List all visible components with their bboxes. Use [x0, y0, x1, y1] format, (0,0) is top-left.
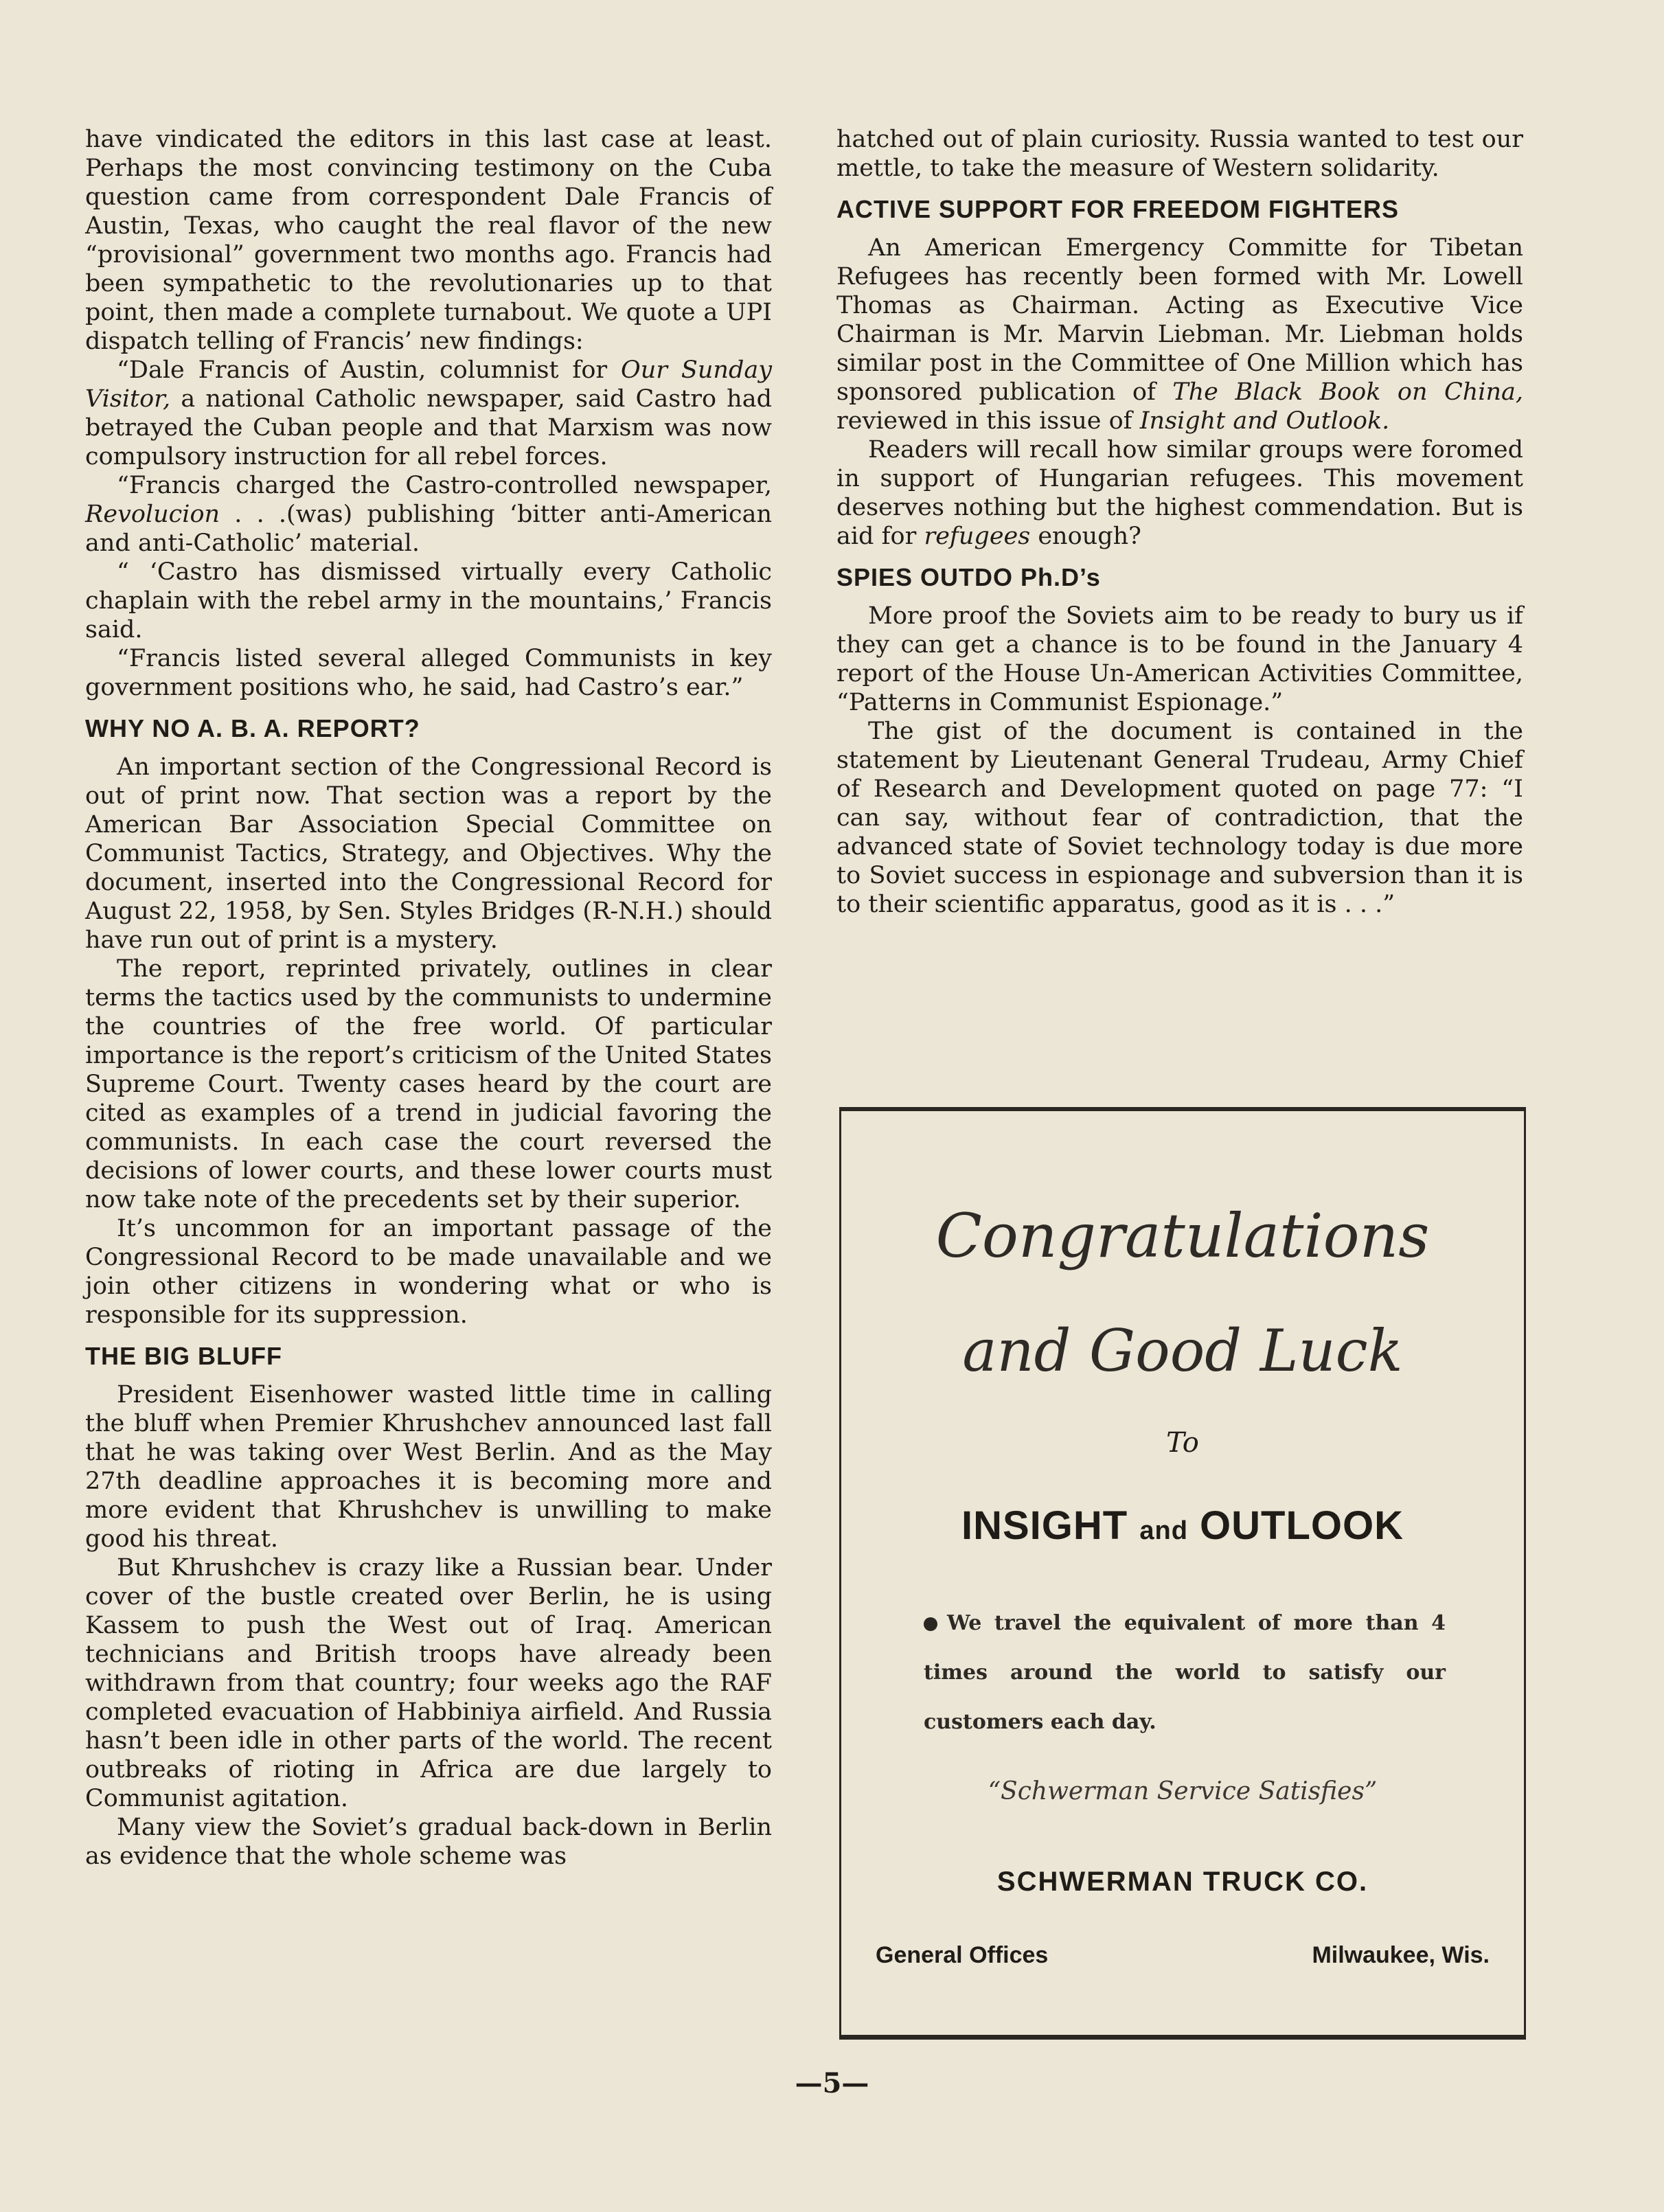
paragraph: hatched out of plain curiosity. Russia wanted to test our mettle, to take the measure of Western solidarity. [836, 126, 1523, 182]
ad-good-luck: and Good Luck [962, 1317, 1403, 1384]
ad-to: To [1166, 1427, 1199, 1459]
paragraph: “Francis listed several alleged Communists in key government positions who, he said, had Castro’s ear.” [85, 645, 772, 701]
section-heading-aba: WHY NO A. B. A. REPORT? [85, 714, 420, 742]
paragraph: Readers will recall how similar groups were foromed in support of Hungarian refugees. This movement deserves nothing but the highest commendation. But is aid for refugees enough? [836, 436, 1523, 550]
page-number: —5— [795, 2067, 869, 2099]
paragraph: The gist of the document is contained in the statement by Lieutenant General Trudeau, Army Chief of Research and Development quoted on page 77: “I can say, without fear of contradiction, that the advanced state of Soviet technology today is due more to Soviet success in espionage and subversion than it is to their scientific apparatus, good as it is . . .” [836, 718, 1523, 918]
left-column [85, 125, 772, 1871]
ad-body-text: We travel the equivalent of more than 4 times around the world to satisfy our customers each day. [924, 1611, 1446, 1734]
paragraph: have vindicated the editors in this last case at least. Perhaps the most convincing testimony on the Cuba question came from correspondent Dale Francis of Austin, Texas, who caught the real flavor of the new “provisional” government two months ago. Francis had been sympathetic to the revolutionaries up to that point, then made a complete turnabout. We quote a UPI dispatch telling of Francis’ new findings: [85, 126, 772, 355]
ad-slogan: “Schwerman Service Satisfies” [988, 1777, 1378, 1805]
ad-congratulations: Congratulations [935, 1200, 1430, 1271]
right-column [836, 125, 1523, 919]
paragraph: An American Emergency Committe for Tibetan Refugees has recently been formed with Mr. Lowell Thomas as Chairman. Acting as Executive Vice Chairman is Mr. Marvin Liebman. Mr. Liebman holds similar post in the Committee of One Million which has sponsored publication of The Black Book on China, reviewed in this issue of Insight and Outlook. [836, 234, 1523, 435]
paragraph: President Eisenhower wasted little time in calling the bluff when Premier Khrushchev announced last fall that he was taking over West Berlin. And as the May 27th deadline approaches it is becoming more and more evident that Khrushchev is unwilling to make good his threat. [85, 1381, 772, 1553]
ad-publication-name: INSIGHT and OUTLOOK [961, 1503, 1404, 1548]
ad-company-name: SCHWERMAN TRUCK CO. [996, 1867, 1369, 1897]
section-heading-active-support: ACTIVE SUPPORT FOR FREEDOM FIGHTERS [836, 195, 1400, 223]
ad-offices: General Offices [876, 1942, 1049, 1968]
section-heading-spies: SPIES OUTDO Ph.D’s [836, 563, 1101, 591]
paragraph: The report, reprinted privately, outlines in clear terms the tactics used by the communists to undermine the countries of the free world. Of particular importance is the report’s criticism of the United States Supreme Court. Twenty cases heard by the court are cited as examples of a trend in judicial favoring the communists. In each case the court reversed the decisions of lower courts, and these lower courts must now take note of the precedents set by their superior. [85, 955, 772, 1213]
advertisement-box [839, 1107, 1526, 2040]
section-heading-big-bluff: THE BIG BLUFF [85, 1342, 282, 1370]
ad-city: Milwaukee, Wis. [1312, 1942, 1490, 1968]
paragraph: “ ‘Castro has dismissed virtually every Catholic chaplain with the rebel army in the mountains,’ Francis said. [85, 558, 772, 643]
paragraph: “Francis charged the Castro-controlled newspaper, Revolucion . . .(was) publishing ‘bitter anti-American and anti-Catholic’ material. [85, 472, 772, 557]
bullet-icon [924, 1617, 937, 1631]
paragraph: An important section of the Congressional Record is out of print now. That section was a report by the American Bar Association Special Committee on Communist Tactics, Strategy, and Objectives. Why the document, inserted into the Congressional Record for August 22, 1958, by Sen. Styles Bridges (R-N.H.) should have run out of print is a mystery. [85, 753, 772, 954]
paragraph: Many view the Soviet’s gradual back-down in Berlin as evidence that the whole scheme was [85, 1814, 772, 1870]
paragraph: “Dale Francis of Austin, columnist for Our Sunday Visitor, a national Catholic newspaper, said Castro had betrayed the Cuban people and that Marxism was now compulsory instruction for all rebel forces. [85, 356, 772, 470]
paragraph: It’s uncommon for an important passage of the Congressional Record to be made unavailable and we join other citizens in wondering what or who is responsible for its suppression. [85, 1215, 772, 1329]
paragraph: More proof the Soviets aim to be ready to bury us if they can get a chance is to be found in the January 4 report of the House Un-American Activities Committee, “Patterns in Communist Espionage.” [836, 602, 1523, 716]
paragraph: But Khrushchev is crazy like a Russian bear. Under cover of the bustle created over Berlin, he is using Kassem to push the West out of Iraq. American technicians and British troops have already been withdrawn from that country; four weeks ago the RAF completed evacuation of Habbiniya airfield. And Russia hasn’t been idle in other parts of the world. The recent outbreaks of rioting in Africa are due largely to Communist agitation. [85, 1554, 772, 1812]
